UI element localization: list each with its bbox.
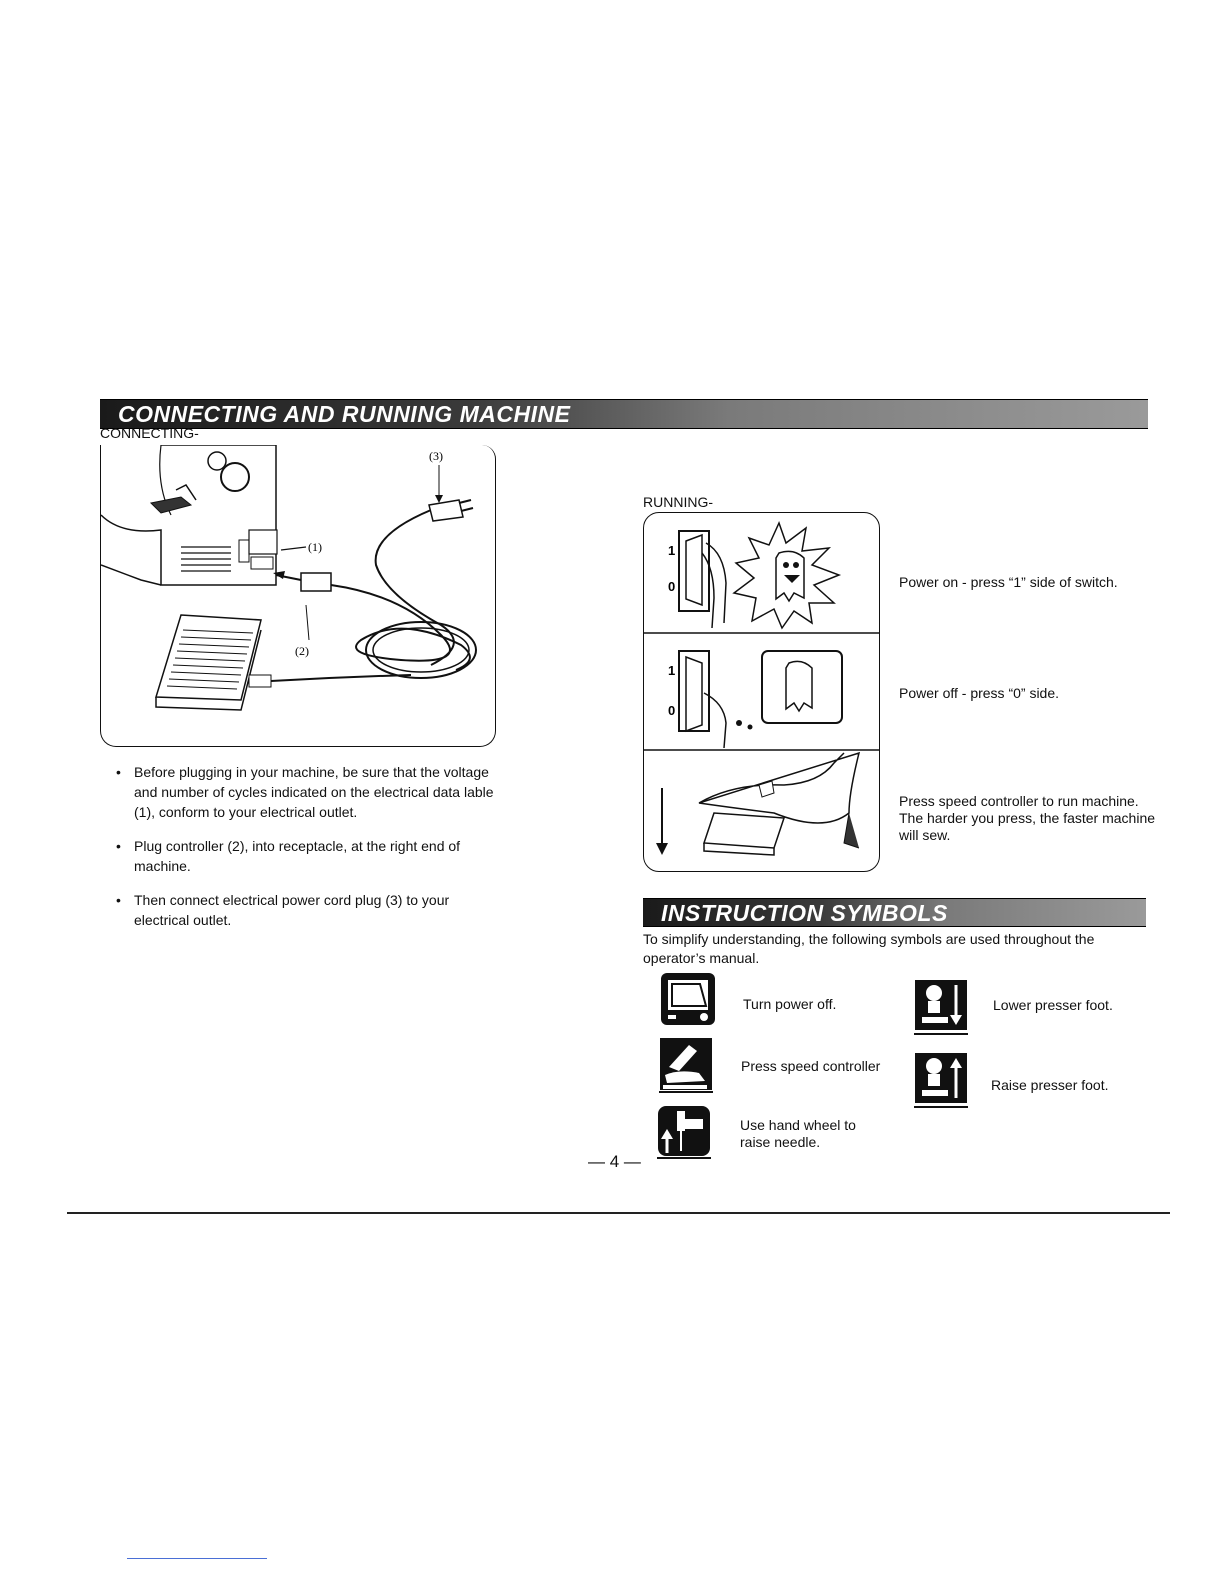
- raise-presser-foot-label: Raise presser foot.: [991, 1077, 1109, 1093]
- lower-presser-foot-icon: [914, 979, 968, 1035]
- power-off-icon: [660, 972, 716, 1026]
- running-steps-drawing: [644, 513, 879, 871]
- running-step-off: Power off - press “0” side.: [899, 685, 1060, 701]
- running-illustration: [643, 512, 880, 872]
- switch-on-label: 1: [668, 543, 676, 558]
- list-item: • Then connect electrical power cord plug (3) to your electrical outlet.: [116, 892, 450, 928]
- switch-off-label: 0: [668, 579, 676, 594]
- running-heading: RUNNING-: [643, 494, 713, 510]
- connecting-heading: CONNECTING-: [100, 425, 199, 441]
- symbols-banner: [643, 898, 1146, 927]
- running-step-pedal: Press speed controller to run machine. The harder you press, the faster machine will sew.: [899, 793, 1156, 843]
- symbols-title: INSTRUCTION SYMBOLS: [661, 900, 948, 926]
- list-item: • Plug controller (2), into receptacle, at the right end of machine.: [116, 838, 461, 874]
- lower-presser-foot-label: Lower presser foot.: [993, 997, 1113, 1013]
- list-item: • Before plugging in your machine, be sure that the voltage and number of cycles indicated on the electrical data lable (1), conform to your electrical outlet.: [116, 764, 494, 820]
- bottom-divider: [67, 1212, 1170, 1214]
- connecting-illustration: [100, 445, 496, 747]
- pedal-label: Press speed controller: [741, 1058, 881, 1074]
- pedal-icon: [659, 1037, 713, 1093]
- connecting-instructions: [116, 762, 496, 944]
- switch-on-label-2: 1: [668, 663, 676, 678]
- section-title: CONNECTING AND RUNNING MACHINE: [118, 401, 571, 427]
- running-step-on: Power on - press “1” side of switch.: [899, 574, 1118, 590]
- section-banner: [100, 399, 1148, 429]
- power-off-label: Turn power off.: [743, 996, 837, 1012]
- callout-1: (1): [308, 540, 322, 554]
- callout-3: (3): [429, 449, 443, 463]
- machine-connection-drawing: [101, 445, 495, 746]
- footer-underline: [127, 1558, 267, 1559]
- callout-2: (2): [295, 644, 309, 658]
- hand-wheel-label: Use hand wheel to raise needle.: [740, 1117, 856, 1150]
- raise-presser-foot-icon: [914, 1052, 968, 1108]
- symbols-intro: To simplify understanding, the following symbols are used throughout the operator’s manual.: [643, 931, 1095, 966]
- switch-off-label-2: 0: [668, 703, 676, 718]
- page-number: — 4 —: [588, 1152, 641, 1171]
- hand-wheel-icon: [657, 1105, 711, 1159]
